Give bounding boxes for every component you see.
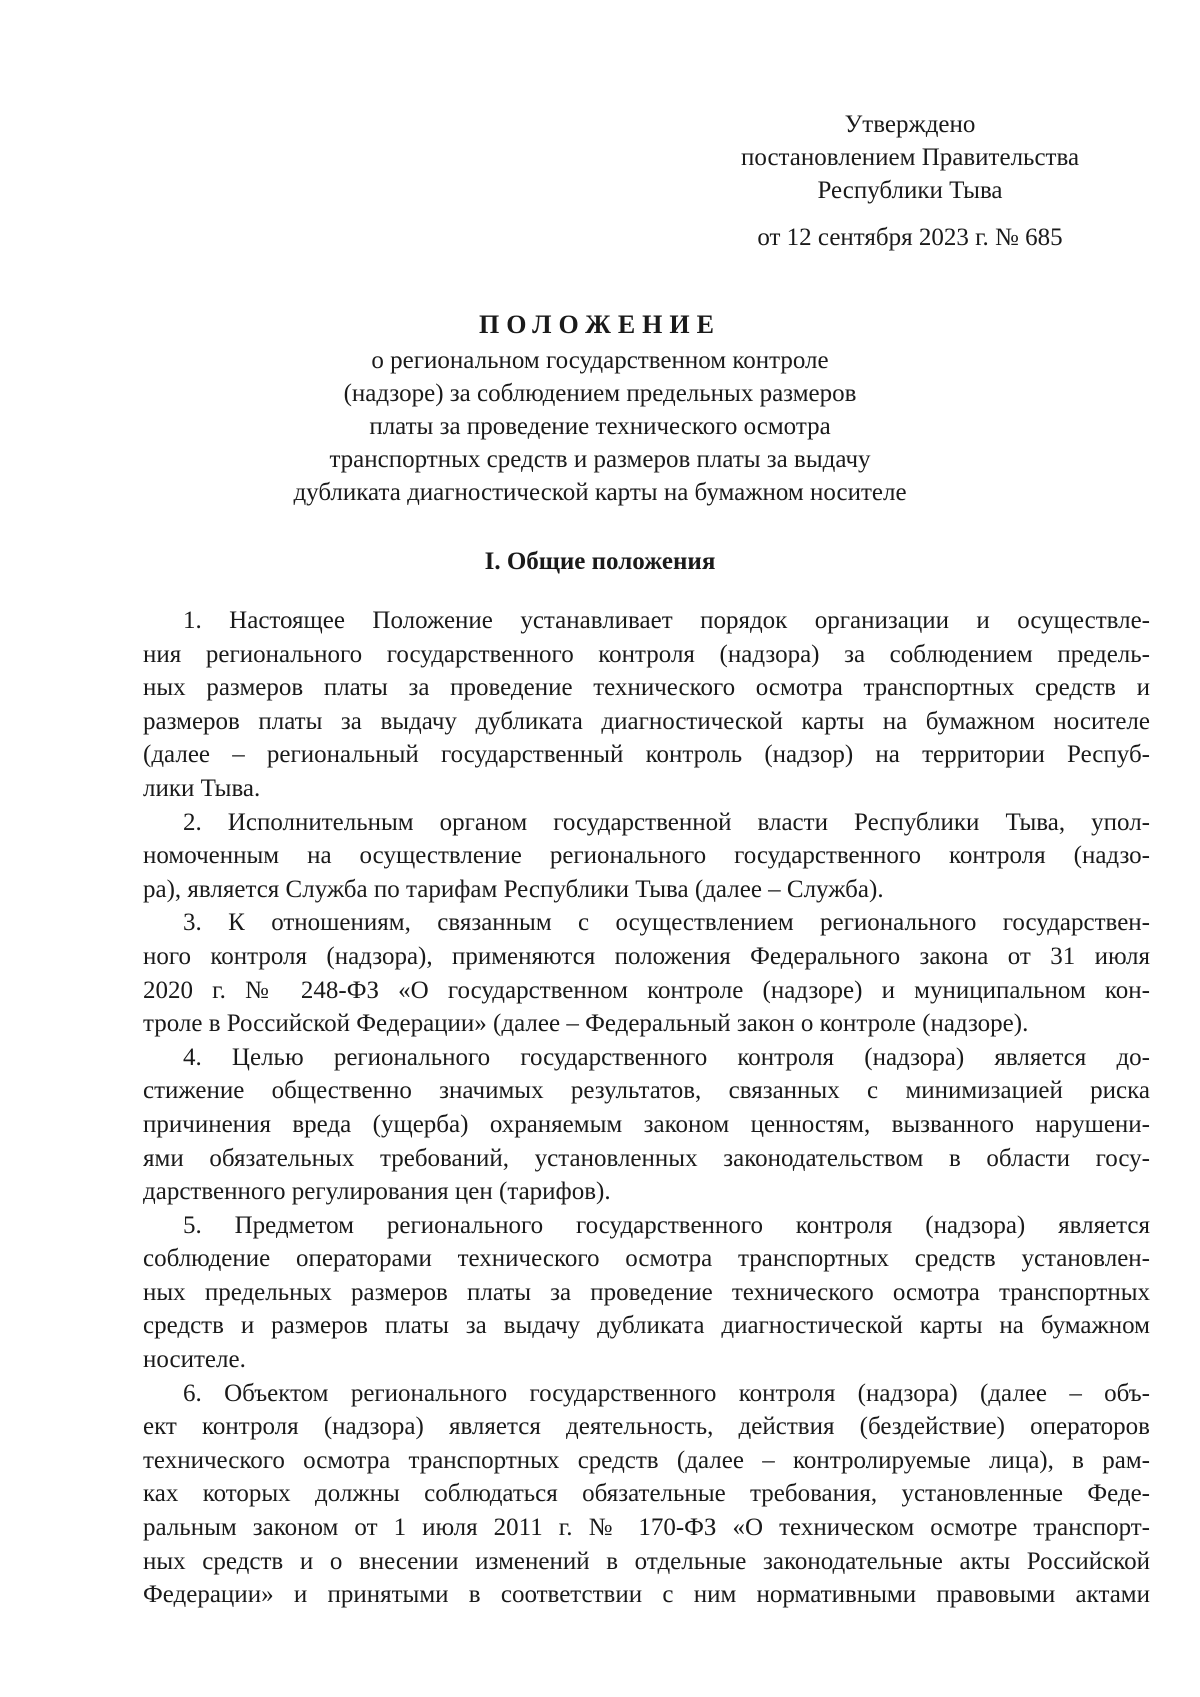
- text-line: 4. Целью регионального государственного контроля (надзора) является до-: [183, 1043, 1150, 1071]
- text-line: ями обязательных требований, установленных законодательством в области госу-: [143, 1144, 1150, 1172]
- document-title: ПОЛОЖЕНИЕ: [479, 310, 721, 339]
- title-block: [240, 308, 960, 509]
- text-line: ект контроля (надзора) является деятельность, действия (бездействие) операторов: [143, 1413, 1150, 1441]
- subtitle-line: о региональном государственном контроле: [371, 347, 829, 374]
- text-line: средств и размеров платы за выдачу дубликата диагностической карты на бумажном: [143, 1312, 1150, 1340]
- text-line: 6. Объектом регионального государственного контроля (надзора) (далее – объ-: [183, 1379, 1150, 1407]
- text-line: (далее – региональный государственный контроль (надзор) на территории Респуб-: [143, 741, 1150, 769]
- text-line: ного контроля (надзора), применяются положения Федерального закона от 31 июля: [143, 942, 1150, 970]
- text-line: 5. Предметом регионального государственного контроля (надзора) является: [183, 1211, 1150, 1239]
- text-line: ных размеров платы за проведение технического осмотра транспортных средств и: [143, 674, 1150, 702]
- text-line: 1. Настоящее Положение устанавливает порядок организации и осуществле-: [183, 607, 1150, 634]
- subtitle-line: (надзоре) за соблюдением предельных размеров: [343, 380, 857, 407]
- text-line: номоченным на осуществление регионального государственного контроля (надзо-: [143, 842, 1150, 870]
- text-line: технического осмотра транспортных средств (далее – контролируемые лица), в рам-: [143, 1446, 1150, 1474]
- section-heading: I. Общие положения: [484, 548, 716, 575]
- text-line: ных средств и о внесении изменений в отдельные законодательные акты Российской: [143, 1547, 1150, 1575]
- text-line: причинения вреда (ущерба) охраняемым законом ценностям, вызванного нарушени-: [143, 1110, 1150, 1138]
- text-line: размеров платы за выдачу дубликата диагностической карты на бумажном носителе: [143, 707, 1150, 735]
- text-line: 2020 г. № 248-ФЗ «О государственном контроле (надзоре) и муниципальном кон-: [143, 976, 1150, 1004]
- text-line: дарственного регулирования цен (тарифов).: [143, 1178, 611, 1206]
- paragraph-3: [143, 906, 1150, 1040]
- text-line: Федерации» и принятыми в соответствии с ним нормативными правовыми актами: [143, 1581, 1150, 1609]
- body-text: [143, 604, 1150, 1612]
- text-line: лики Тыва.: [143, 774, 261, 802]
- text-line: ках которых должны соблюдаться обязательные требования, установленные Феде-: [143, 1480, 1150, 1508]
- text-line: соблюдение операторами технического осмотра транспортных средств установлен-: [143, 1245, 1150, 1273]
- subtitle-line: транспортных средств и размеров платы за выдачу: [329, 446, 871, 473]
- text-line: троле в Российской Федерации» (далее – Федеральный закон о контроле (надзоре).: [143, 1010, 1029, 1038]
- text-line: ния регионального государственного контроля (надзора) за соблюдением предель-: [143, 640, 1150, 668]
- text-line: 2. Исполнительным органом государственной власти Республики Тыва, упол-: [183, 808, 1150, 836]
- document-subtitle: [240, 344, 960, 509]
- text-line: ных предельных размеров платы за проведение технического осмотра транспортных: [143, 1278, 1150, 1306]
- approval-stamp: [700, 108, 1120, 254]
- subtitle-line: дубликата диагностической карты на бумажном носителе: [293, 479, 907, 506]
- subtitle-line: платы за проведение технического осмотра: [369, 413, 831, 440]
- text-line: ральным законом от 1 июля 2011 г. № 170-ФЗ «О техническом осмотре транспорт-: [143, 1514, 1150, 1542]
- text-line: носителе.: [143, 1346, 246, 1374]
- paragraph-5: [143, 1209, 1150, 1377]
- approval-line: Утверждено: [844, 111, 976, 138]
- paragraph-2: [143, 806, 1150, 907]
- paragraph-1: [143, 604, 1150, 806]
- approval-date: от 12 сентября 2023 г. № 685: [757, 224, 1063, 251]
- text-line: ра), является Служба по тарифам Республики Тыва (далее – Служба).: [143, 875, 884, 903]
- paragraph-4: [143, 1041, 1150, 1209]
- paragraph-6: [143, 1377, 1150, 1612]
- text-line: 3. К отношениям, связанным с осуществлением регионального государствен-: [183, 909, 1150, 937]
- approval-line: Республики Тыва: [817, 177, 1003, 204]
- text-line: стижение общественно значимых результатов, связанных с минимизацией риска: [143, 1077, 1150, 1105]
- approval-line: постановлением Правительства: [740, 144, 1080, 171]
